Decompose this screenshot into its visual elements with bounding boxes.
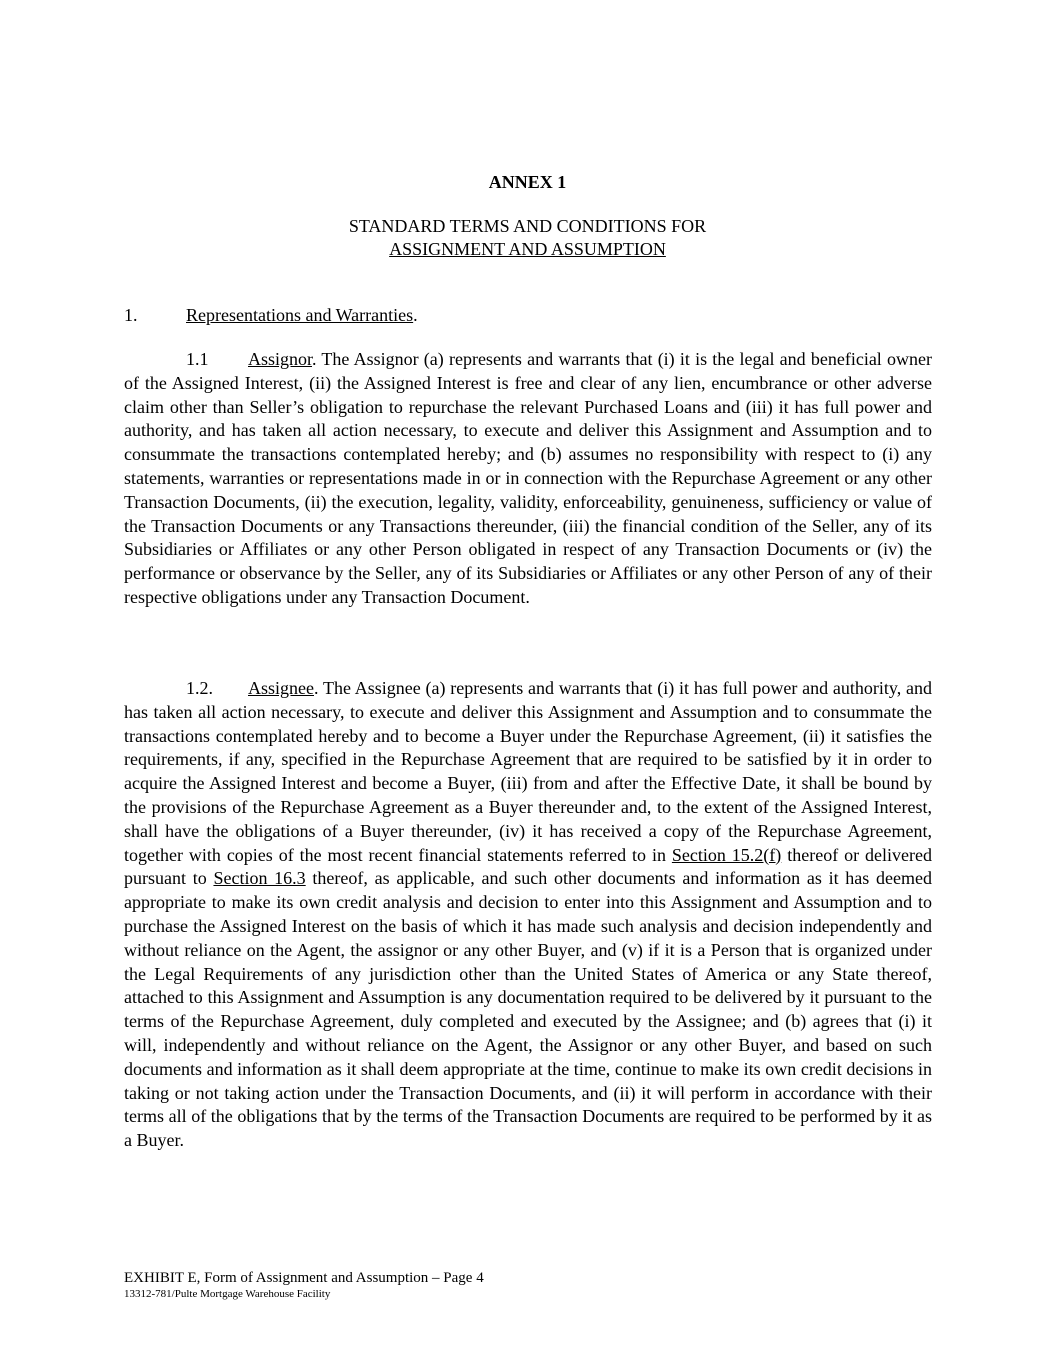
section-1-title-suffix: . [413,305,418,325]
paragraph-1-1-number: 1.1 [186,349,209,369]
paragraph-1-2-body-a: . The Assignee (a) represents and warrants that (i) it has full power and authority, and has taken all action necessary, to execute and deliver this Assignment and Assumption and to consummate the transactions contemplated hereby and to become a Buyer under the Repurchase Agreement, (ii) it satisfies the requirements, if any, specified in the Repurchase Agreement that are required to be satisfied by it in order to acquire the Assigned Interest and become a Buyer, (iii) from and after the Effective Date, it shall be bound by the provisions of the Repurchase Agreement as a Buyer thereunder and, to the extent of the Assigned Interest, shall have the obligations of a Buyer thereunder, (iv) it has received a copy of the Repurchase Agreement, together with copies of the most recent financial statements referred to in [124,678,932,865]
paragraph-1-1-body: . The Assignor (a) represents and warrants that (i) it is the legal and beneficial owner of the Assigned Interest, (ii) the Assigned Interest is free and clear of any lien, encumbrance or other adverse claim other than Seller’s obligation to repurchase the relevant Purchased Loans and (iii) it has full power and authority, and has taken all action necessary, to execute and deliver this Assignment and Assumption and to consummate the transactions contemplated hereby; and (b) assumes no responsibility with respect to (i) any statements, warranties or representations made in or in connection with the Repurchase Agreement or any other Transaction Documents, (ii) the execution, legality, validity, enforceability, genuineness, sufficiency or value of the Transaction Documents or any Transactions thereunder, (iii) the financial condition of the Seller, any of its Subsidiaries or Affiliates or any other Person obligated in respect of any Transaction Documents or (iv) the performance or observance by the Seller, any of its Subsidiaries or Affiliates or any other Person of any of their respective obligations under any Transaction Document. [124,349,932,607]
paragraph-1-1 [124,348,932,610]
section-1-title: Representations and Warranties [186,305,414,325]
paragraph-1-1-title: Assignor [248,349,313,369]
section-reference-16-3: Section 16.3 [213,868,306,889]
section-1-number: 1. [124,305,138,325]
footer-document-id: 13312-781/Pulte Mortgage Warehouse Facility [124,1288,331,1300]
title-line-1: STANDARD TERMS AND CONDITIONS FOR [348,216,707,236]
paragraph-1-2-title: Assignee [248,678,314,698]
paragraph-1-2-body-b: thereof or delivered pursuant to [124,844,932,889]
document-title [0,215,1055,261]
paragraph-1-2 [124,677,932,1153]
section-1-heading [124,304,932,326]
annex-heading: ANNEX 1 [488,172,567,192]
title-line-2: ASSIGNMENT AND ASSUMPTION [389,239,666,259]
paragraph-1-2-body-c: thereof, as applicable, and such other documents and information as it has deemed appropriate to make its own credit analysis and decision to enter into this Assignment and Assumption and to purchase the Assigned Interest on the basis of which it has made such analysis and decision independently and without reliance on the Agent, the assignor or any other Buyer, and (v) if it is a Person that is organized under the Legal Requirements of any jurisdiction other than the United States of America or any State thereof, attached to this Assignment and Assumption is any documentation required to be delivered by it pursuant to the terms of the Repurchase Agreement, duly completed and executed by the Assignee; and (b) agrees that (i) it will, independently and without reliance on the Agent, the Assignor or any other Buyer, and based on such documents and information as it shall deem appropriate at the time, continue to make its own credit decisions in taking or not taking action under the Transaction Documents, and (ii) it will perform in accordance with their terms all of the obligations that by the terms of the Transaction Documents are required to be performed by it as a Buyer. [124,868,932,1151]
paragraph-1-2-number: 1.2. [186,678,213,698]
footer-exhibit-label: EXHIBIT E, Form of Assignment and Assumption – Page 4 [124,1270,484,1286]
section-reference-15-2f: Section 15.2(f) [671,844,782,865]
